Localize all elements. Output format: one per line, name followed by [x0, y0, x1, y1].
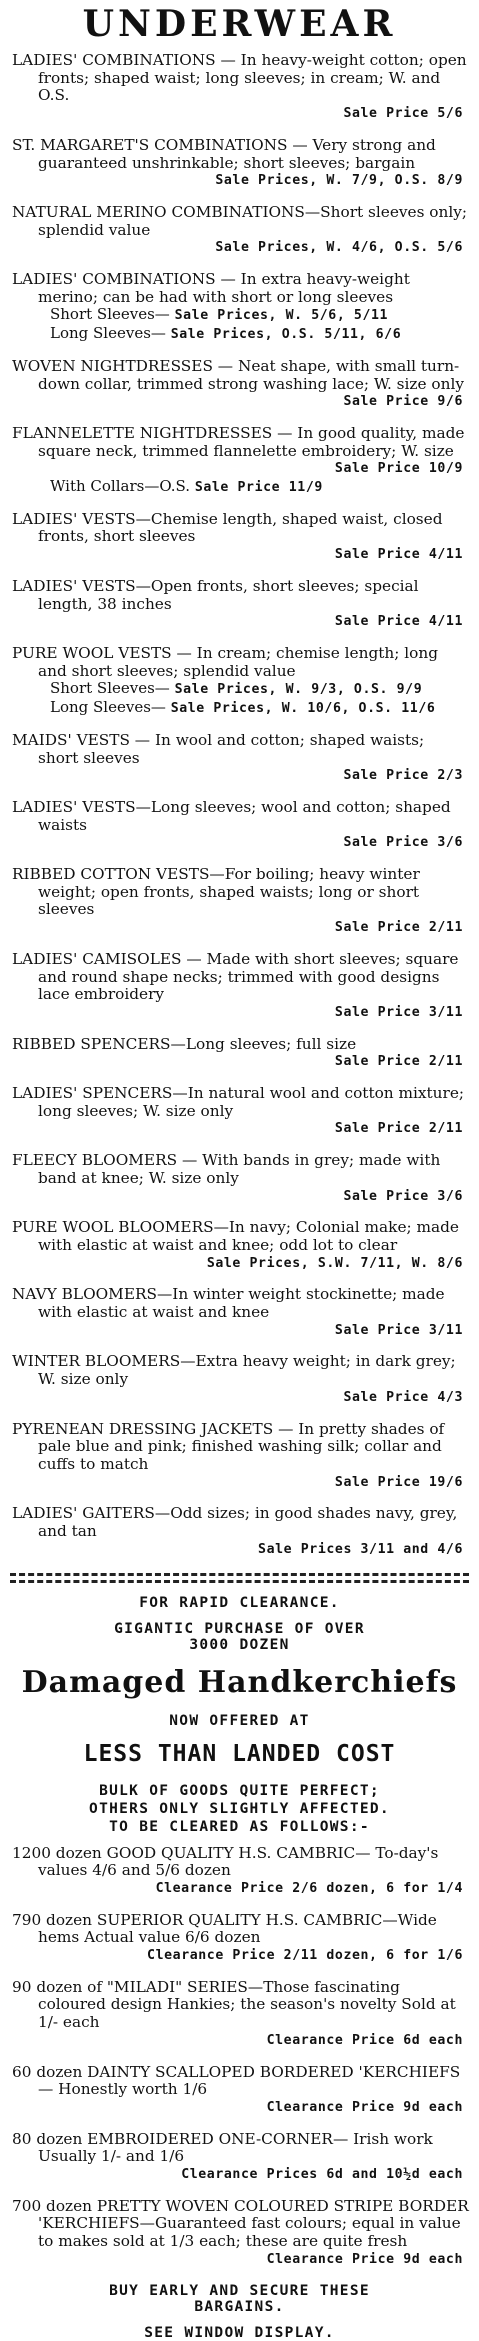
- list-item: [10, 137, 469, 190]
- sale-price: Sale Price 10/9: [334, 461, 463, 477]
- item-description: LADIES' VESTS—Open fronts, short sleeves; special length, 38 inches: [12, 576, 419, 613]
- sale-price: Sale Price 2/11: [334, 1121, 463, 1137]
- clearance-price: Clearance Price 2/6 dozen, 6 for 1/4: [155, 1880, 463, 1896]
- handkerchief-description: 790 dozen SUPERIOR QUALITY H.S. CAMBRIC—Wide hems Actual value 6/6 dozen: [12, 1910, 437, 1947]
- offered-line: NOW OFFERED AT: [169, 1712, 310, 1729]
- handkerchief-item: [10, 1845, 469, 1898]
- sale-price: Sale Price 3/6: [343, 1188, 463, 1204]
- sale-price: Sale Price 9/6: [343, 394, 463, 410]
- bulk-line-2: OTHERS ONLY SLIGHTLY AFFECTED.: [89, 1800, 390, 1817]
- variant-label: With Collars—O.S.: [50, 477, 191, 496]
- buy-line-1: BUY EARLY AND SECURE THESE: [109, 2282, 370, 2299]
- clearance-price: Clearance Price 6d each: [266, 2032, 463, 2048]
- sale-price: Sale Price 4/11: [334, 547, 463, 563]
- list-item: [10, 425, 469, 497]
- item-description: RIBBED COTTON VESTS—For boiling; heavy winter weight; open fronts, shaped waists; long or short sleeves: [12, 865, 420, 919]
- handkerchief-description: 60 dozen DAINTY SCALLOPED BORDERED 'KERCHIEFS— Honestly worth 1/6: [12, 2062, 461, 2099]
- list-item: [10, 799, 469, 852]
- buy-line-2: BARGAINS.: [194, 2298, 285, 2315]
- sale-price: Sale Prices, S.W. 7/11, W. 8/6: [206, 1255, 463, 1271]
- clearance-price: Clearance Price 9d each: [266, 2251, 463, 2267]
- sale-price: Sale Price 2/3: [343, 768, 463, 784]
- clearance-price: Clearance Price 9d each: [266, 2099, 463, 2115]
- variant-price: Sale Price 11/9: [194, 480, 323, 496]
- purchase-line-2: 3000 DOZEN: [189, 1636, 290, 1653]
- item-description: NATURAL MERINO COMBINATIONS—Short sleeves only; splendid value: [12, 202, 468, 239]
- list-item: [10, 1036, 469, 1071]
- damaged-title: Damaged Handkerchiefs: [21, 1664, 458, 1700]
- bulk-line-1: BULK OF GOODS QUITE PERFECT;: [99, 1782, 380, 1799]
- list-item: [10, 271, 469, 344]
- handkerchief-item: [10, 1979, 469, 2050]
- item-description: LADIES' VESTS—Long sleeves; wool and cotton; shaped waists: [12, 797, 451, 834]
- item-description: MAIDS' VESTS — In wool and cotton; shaped waists; short sleeves: [12, 730, 425, 767]
- sale-price: Sale Prices, W. 7/9, O.S. 8/9: [215, 173, 463, 189]
- list-item: [10, 732, 469, 785]
- item-description: LADIES' COMBINATIONS — In extra heavy-weight merino; can be had with short or long sleeves: [12, 270, 410, 306]
- item-description: LADIES' VESTS—Chemise length, shaped waist, closed fronts, short sleeves: [12, 509, 443, 546]
- list-item: [10, 511, 469, 564]
- clearance-price: Clearance Prices 6d and 10½d each: [181, 2167, 463, 2183]
- list-item: [10, 1286, 469, 1339]
- sale-price: Sale Price 3/11: [334, 1004, 463, 1020]
- sale-price: Sale Price 4/11: [334, 614, 463, 630]
- item-description: LADIES' COMBINATIONS — In heavy-weight cotton; open fronts; shaped waist; long sleeves; in cream; W. and O.S.: [12, 51, 467, 105]
- sale-price: Sale Price 2/11: [334, 1054, 463, 1070]
- item-description: LADIES' CAMISOLES — Made with short sleeves; square and round shape necks; trimmed with good designs lace embroidery: [12, 949, 459, 1004]
- purchase-line-1: GIGANTIC PURCHASE OF OVER: [114, 1620, 365, 1637]
- item-variant: [10, 478, 469, 497]
- list-item: [10, 951, 469, 1022]
- handkerchief-description: 90 dozen of "MILADI" SERIES—Those fascinating coloured design Hankies; the season's novelty Sold at 1/- each: [12, 1977, 456, 2032]
- list-item: [10, 358, 469, 411]
- list-item: [10, 1505, 469, 1558]
- cleared-line: TO BE CLEARED AS FOLLOWS:-: [109, 1818, 370, 1835]
- variant-label: Long Sleeves—: [50, 324, 166, 343]
- item-variant: [10, 306, 469, 325]
- variant-price: Sale Prices, W. 10/6, O.S. 11/6: [170, 701, 436, 717]
- sale-price: Sale Price 19/6: [334, 1474, 463, 1490]
- item-description: PYRENEAN DRESSING JACKETS — In pretty shades of pale blue and pink; finished washing silk; collar and cuffs to match: [12, 1419, 445, 1473]
- item-variant: [10, 325, 469, 344]
- clearance-line: FOR RAPID CLEARANCE.: [139, 1594, 340, 1611]
- list-item: [10, 1353, 469, 1406]
- clearance-price: Clearance Price 2/11 dozen, 6 for 1/6: [147, 1948, 463, 1964]
- list-item: [10, 1421, 469, 1492]
- item-description: ST. MARGARET'S COMBINATIONS — Very strong and guaranteed unshrinkable; short sleeves; bargain: [12, 135, 436, 172]
- page-title: UNDERWEAR: [82, 3, 397, 45]
- list-item: [10, 645, 469, 718]
- handkerchief-description: 1200 dozen GOOD QUALITY H.S. CAMBRIC— To-day's values 4/6 and 5/6 dozen: [12, 1843, 439, 1880]
- list-item: [10, 1152, 469, 1205]
- list-item: [10, 1085, 469, 1138]
- sale-price: Sale Price 3/11: [334, 1322, 463, 1338]
- handkerchief-description: 700 dozen PRETTY WOVEN COLOURED STRIPE BORDER 'KERCHIEFS—Guaranteed fast colours; equal in value to makes sold at 1/3 each; these are quite fresh: [12, 2196, 469, 2251]
- item-description: PURE WOOL VESTS — In cream; chemise length; long and short sleeves; splendid value: [12, 643, 438, 680]
- sale-price: Sale Price 2/11: [334, 920, 463, 936]
- underwear-list: [10, 52, 469, 1559]
- sale-price: Sale Price 3/6: [343, 835, 463, 851]
- sale-price: Sale Prices 3/11 and 4/6: [258, 1541, 463, 1557]
- divider: [10, 1573, 469, 1583]
- variant-price: Sale Prices, W. 9/3, O.S. 9/9: [174, 682, 423, 698]
- handkerchief-list: [10, 1845, 469, 2269]
- list-item: [10, 204, 469, 257]
- landed-cost-line: LESS THAN LANDED COST: [83, 1740, 396, 1767]
- list-item: [10, 578, 469, 631]
- variant-price: Sale Prices, O.S. 5/11, 6/6: [170, 327, 402, 343]
- item-description: FLANNELETTE NIGHTDRESSES — In good quality, made square neck, trimmed flannelette embroidery; W. size: [12, 423, 465, 460]
- item-description: FLEECY BLOOMERS — With bands in grey; made with band at knee; W. size only: [12, 1151, 441, 1187]
- list-item: [10, 52, 469, 123]
- item-description: NAVY BLOOMERS—In winter weight stockinette; made with elastic at waist and knee: [12, 1285, 445, 1322]
- sale-price: Sale Price 5/6: [343, 106, 463, 122]
- variant-price: Sale Prices, W. 5/6, 5/11: [174, 308, 389, 324]
- window-display-line: SEE WINDOW DISPLAY.: [144, 2324, 335, 2341]
- sale-price: Sale Prices, W. 4/6, O.S. 5/6: [215, 240, 463, 256]
- handkerchief-item: [10, 2198, 469, 2269]
- variant-label: Short Sleeves—: [50, 679, 170, 698]
- handkerchief-item: [10, 1912, 469, 1965]
- item-description: WOVEN NIGHTDRESSES — Neat shape, with small turn-down collar, trimmed strong washing lace; W. size only: [12, 356, 464, 393]
- handkerchief-item: [10, 2064, 469, 2117]
- item-variant: [10, 699, 469, 718]
- variant-label: Long Sleeves—: [50, 698, 166, 717]
- item-description: RIBBED SPENCERS—Long sleeves; full size: [12, 1034, 357, 1053]
- list-item: [10, 866, 469, 937]
- variant-label: Short Sleeves—: [50, 305, 170, 324]
- item-description: LADIES' GAITERS—Odd sizes; in good shades navy, grey, and tan: [12, 1504, 458, 1541]
- sale-price: Sale Price 4/3: [343, 1389, 463, 1405]
- item-description: PURE WOOL BLOOMERS—In navy; Colonial make; made with elastic at waist and knee; odd lot to clear: [12, 1218, 459, 1254]
- list-item: [10, 1219, 469, 1272]
- item-variant: [10, 680, 469, 699]
- item-description: LADIES' SPENCERS—In natural wool and cotton mixture; long sleeves; W. size only: [12, 1084, 465, 1120]
- item-description: WINTER BLOOMERS—Extra heavy weight; in dark grey; W. size only: [12, 1352, 456, 1389]
- handkerchief-description: 80 dozen EMBROIDERED ONE-CORNER— Irish work Usually 1/- and 1/6: [12, 2129, 433, 2166]
- handkerchief-item: [10, 2131, 469, 2184]
